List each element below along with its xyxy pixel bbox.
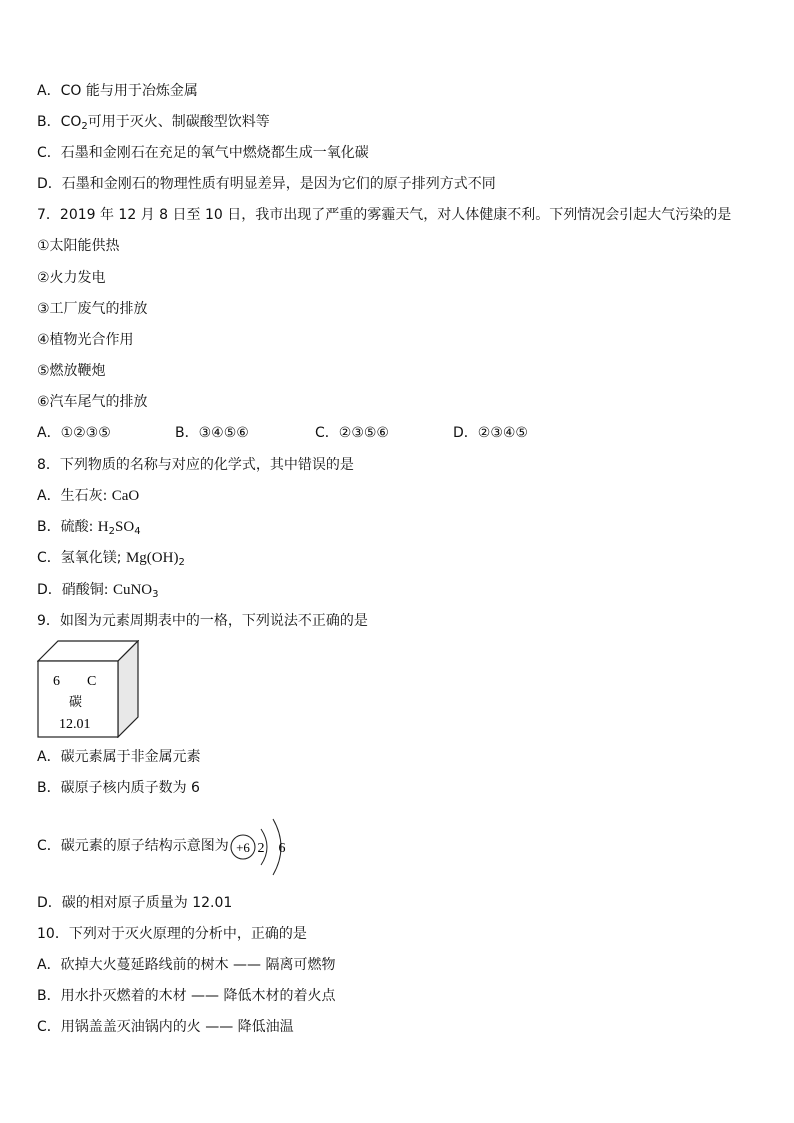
nucleus-charge: +6: [235, 840, 250, 855]
q8-option-b-formula-2: SO: [115, 519, 135, 535]
cell-atomic-mass: 12.01: [59, 717, 91, 732]
q8-option-c-formula: Mg(OH): [125, 550, 179, 566]
q7-item-3: ③工厂废气的排放: [37, 301, 148, 317]
q7-option-d: D．②③④⑤: [453, 425, 528, 441]
q7-item-4: ④植物光合作用: [37, 332, 134, 348]
q7-option-c: C．②③⑤⑥: [315, 425, 389, 441]
q9-option-c: [37, 811, 291, 881]
shell-1-electrons: 2: [257, 841, 265, 856]
q6-option-a: A．CO 能与用于冶炼金属: [37, 83, 198, 99]
cell-atomic-number: 6: [53, 674, 60, 689]
q7-options: [37, 423, 528, 443]
q10-option-a: A．砍掉大火蔓延路线前的树木 —— 隔离可燃物: [37, 957, 336, 973]
shell-2-electrons: 6: [278, 841, 286, 856]
q6-option-d: D．石墨和金刚石的物理性质有明显差异，是因为它们的原子排列方式不同: [37, 176, 496, 192]
q8-option-b-sub-1: 2: [108, 526, 115, 537]
q8-option-c: [37, 548, 185, 568]
q8-option-c-sub: 2: [178, 557, 185, 568]
q8-stem: 8．下列物质的名称与对应的化学式，其中错误的是: [37, 457, 354, 473]
carbon-atom-structure-diagram: [229, 813, 291, 879]
q9-option-c-text: C．碳元素的原子结构示意图为: [37, 838, 229, 854]
q9-option-b: B．碳原子核内质子数为 6: [37, 780, 200, 796]
q8-option-b-formula-1: H: [97, 519, 109, 535]
q8-option-d-label: D．硝酸铜:: [37, 582, 113, 598]
q8-option-a-formula: CaO: [111, 488, 140, 504]
q8-option-c-label: C．氢氧化镁;: [37, 550, 126, 566]
cell-element-name: 碳: [69, 695, 83, 710]
q7-item-2: ②火力发电: [37, 270, 106, 286]
q8-option-d-formula: CuNO: [112, 582, 153, 598]
q8-option-b: [37, 517, 141, 537]
q8-option-b-label: B．硫酸:: [37, 519, 98, 535]
q7-option-a: A．①②③⑤: [37, 425, 111, 441]
q7-option-b: B．③④⑤⑥: [175, 425, 249, 441]
q7-item-5: ⑤燃放鞭炮: [37, 363, 106, 379]
q10-stem: 10．下列对于灭火原理的分析中，正确的是: [37, 926, 307, 942]
q7-item-6: ⑥汽车尾气的排放: [37, 394, 148, 410]
q10-option-b: B．用水扑灭燃着的木材 —— 降低木材的着火点: [37, 988, 336, 1004]
q6-option-b-post: 可用于灭火、制碳酸型饮料等: [87, 114, 270, 130]
q6-option-c: C．石墨和金刚石在充足的氧气中燃烧都生成一氧化碳: [37, 145, 369, 161]
q6-option-b-sub: 2: [81, 121, 88, 132]
q8-option-a: [37, 486, 139, 506]
q6-option-b-pre: B．CO: [37, 114, 82, 130]
q8-option-b-sub-2: 4: [134, 526, 141, 537]
q9-option-d: D．碳的相对原子质量为 12.01: [37, 895, 233, 911]
q9-stem: 9．如图为元素周期表中的一格，下列说法不正确的是: [37, 613, 368, 629]
q8-option-d: [37, 580, 159, 600]
q9-option-a: A．碳元素属于非金属元素: [37, 749, 201, 765]
periodic-table-cell: [37, 640, 139, 738]
q7-item-1: ①太阳能供热: [37, 238, 120, 254]
q10-option-c: C．用锅盖盖灭油锅内的火 —— 降低油温: [37, 1019, 294, 1035]
q8-option-a-label: A．生石灰:: [37, 488, 112, 504]
q7-stem: 7．2019 年 12 月 8 日至 10 日，我市出现了严重的雾霾天气，对人体健康不利。下列情况会引起大气污染的是: [37, 207, 732, 223]
q6-option-b: [37, 112, 270, 132]
cell-element-symbol: C: [87, 674, 97, 689]
q8-option-d-sub: 3: [152, 589, 159, 600]
